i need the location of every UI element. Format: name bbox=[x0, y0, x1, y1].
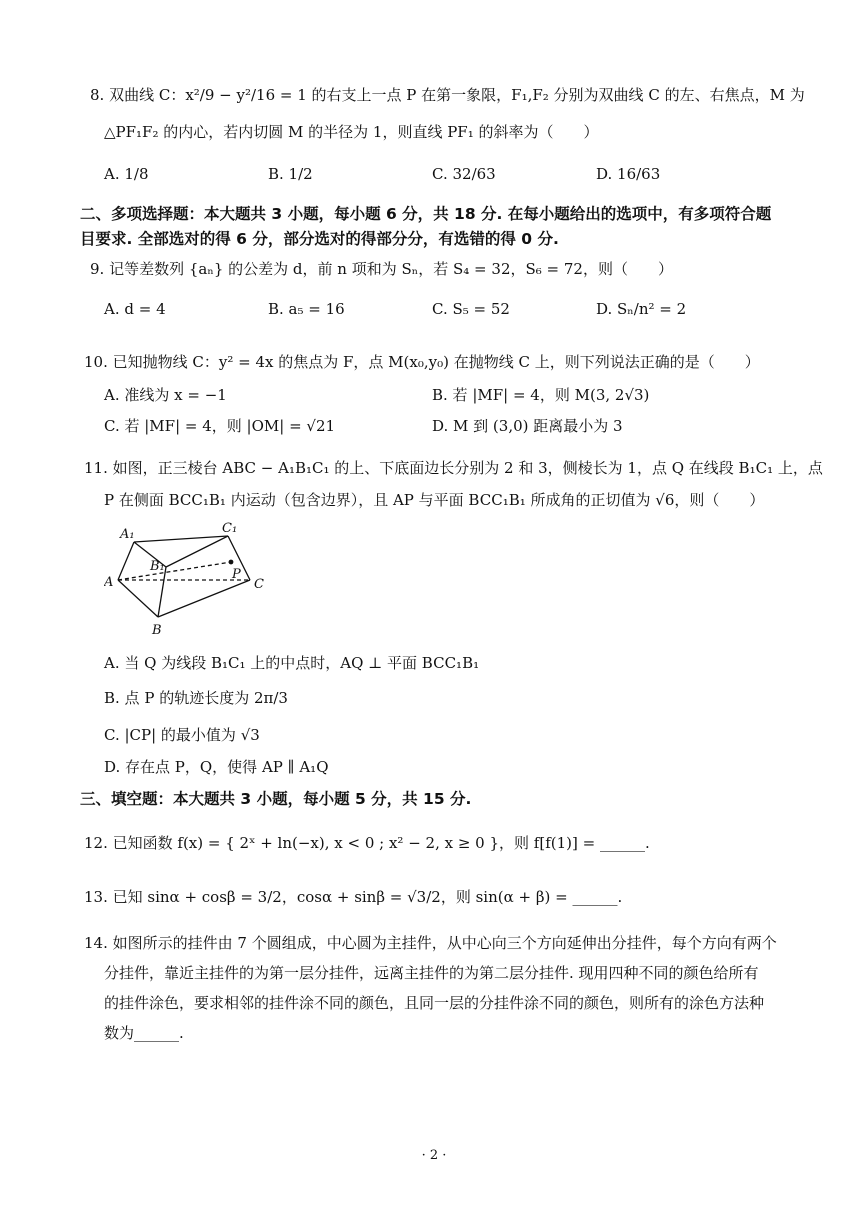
label-c: C bbox=[254, 577, 264, 592]
q8-option-b: B. 1/2 bbox=[268, 165, 313, 183]
q14-line4: 数为______. bbox=[104, 1024, 184, 1042]
q8-line2: △PF₁F₂ 的内心，若内切圆 M 的半径为 1，则直线 PF₁ 的斜率为（ ） bbox=[104, 123, 599, 141]
q11-line2: P 在侧面 BCC₁B₁ 内运动（包含边界），且 AP 与平面 BCC₁B₁ 所成角的正切值为 √6，则（ ） bbox=[104, 491, 765, 509]
q11-option-b: B. 点 P 的轨迹长度为 2π/3 bbox=[104, 689, 288, 707]
point-p bbox=[229, 560, 234, 565]
q14-line3: 的挂件涂色，要求相邻的挂件涂不同的颜色，且同一层的分挂件涂不同的颜色，则所有的涂色方法种 bbox=[104, 994, 765, 1012]
section2-heading-line1: 二、多项选择题：本大题共 3 小题，每小题 6 分，共 18 分. 在每小题给出的选项中，有多项符合题 bbox=[80, 205, 772, 223]
edge-b-c bbox=[158, 580, 250, 617]
q11-option-d: D. 存在点 P，Q，使得 AP ∥ A₁Q bbox=[104, 758, 329, 776]
q10-option-b: B. 若 |MF| = 4，则 M(3, 2√3) bbox=[432, 386, 650, 404]
edge-a-b bbox=[118, 580, 158, 617]
section3-heading: 三、填空题：本大题共 3 小题，每小题 5 分，共 15 分. bbox=[80, 790, 472, 808]
q11-option-a: A. 当 Q 为线段 B₁C₁ 上的中点时，AQ ⊥ 平面 BCC₁B₁ bbox=[104, 654, 480, 672]
q14-line1: 14. 如图所示的挂件由 7 个圆组成，中心圆为主挂件，从中心向三个方向延伸出分挂件，每个方向有两个 bbox=[84, 934, 777, 952]
q11-line1: 11. 如图，正三棱台 ABC − A₁B₁C₁ 的上、下底面边长分别为 2 和 3，侧棱长为 1，点 Q 在线段 B₁C₁ 上，点 bbox=[84, 459, 823, 477]
segment-a-p bbox=[118, 562, 231, 580]
q9-option-a: A. d = 4 bbox=[104, 300, 166, 318]
q9-option-b: B. a₅ = 16 bbox=[268, 300, 345, 318]
q9-option-c: C. S₅ = 52 bbox=[432, 300, 510, 318]
page-number: · 2 · bbox=[421, 1148, 447, 1163]
q13-line1: 13. 已知 sinα + cosβ = 3/2，cosα + sinβ = √3/2，则 sin(α + β) = ______. bbox=[84, 888, 623, 906]
label-a1: A₁ bbox=[120, 527, 135, 542]
edge-b1-c1 bbox=[166, 536, 228, 567]
q12-line1: 12. 已知函数 f(x) = { 2ˣ + ln(−x), x < 0 ; x² − 2, x ≥ 0 }，则 f[f(1)] = ______. bbox=[84, 834, 650, 852]
label-p: P bbox=[232, 567, 241, 582]
q8-option-d: D. 16/63 bbox=[596, 165, 661, 183]
q14-line2: 分挂件，靠近主挂件的为第一层分挂件，远离主挂件的为第二层分挂件. 现用四种不同的颜色给所有 bbox=[104, 964, 759, 982]
q8-option-a: A. 1/8 bbox=[104, 165, 149, 183]
q9-option-d: D. Sₙ/n² = 2 bbox=[596, 300, 687, 318]
q10-option-a: A. 准线为 x = −1 bbox=[104, 386, 227, 404]
edge-b1-b bbox=[158, 567, 166, 617]
edge-a1-c1 bbox=[134, 536, 228, 542]
q9-line1: 9. 记等差数列 {aₙ} 的公差为 d，前 n 项和为 Sₙ，若 S₄ = 32，S₆ = 72，则（ ） bbox=[90, 260, 673, 278]
q11-option-c: C. |CP| 的最小值为 √3 bbox=[104, 726, 260, 744]
frustum-figure bbox=[104, 522, 284, 640]
q10-option-c: C. 若 |MF| = 4，则 |OM| = √21 bbox=[104, 417, 336, 435]
section2-heading-line2: 目要求. 全部选对的得 6 分，部分选对的得部分分，有选错的得 0 分. bbox=[80, 230, 559, 248]
label-a: A bbox=[104, 575, 114, 590]
label-b: B bbox=[152, 623, 162, 638]
q10-option-d: D. M 到 (3,0) 距离最小为 3 bbox=[432, 417, 623, 435]
q8-option-c: C. 32/63 bbox=[432, 165, 496, 183]
q8-line1: 8. 双曲线 C：x²/9 − y²/16 = 1 的右支上一点 P 在第一象限，F₁,F₂ 分别为双曲线 C 的左、右焦点，M 为 bbox=[90, 86, 805, 104]
edge-a1-a bbox=[118, 542, 134, 580]
q10-line1: 10. 已知抛物线 C：y² = 4x 的焦点为 F，点 M(x₀,y₀) 在抛物线 C 上，则下列说法正确的是（ ） bbox=[84, 353, 760, 371]
label-b1: B₁ bbox=[150, 559, 165, 574]
label-c1: C₁ bbox=[222, 522, 238, 536]
